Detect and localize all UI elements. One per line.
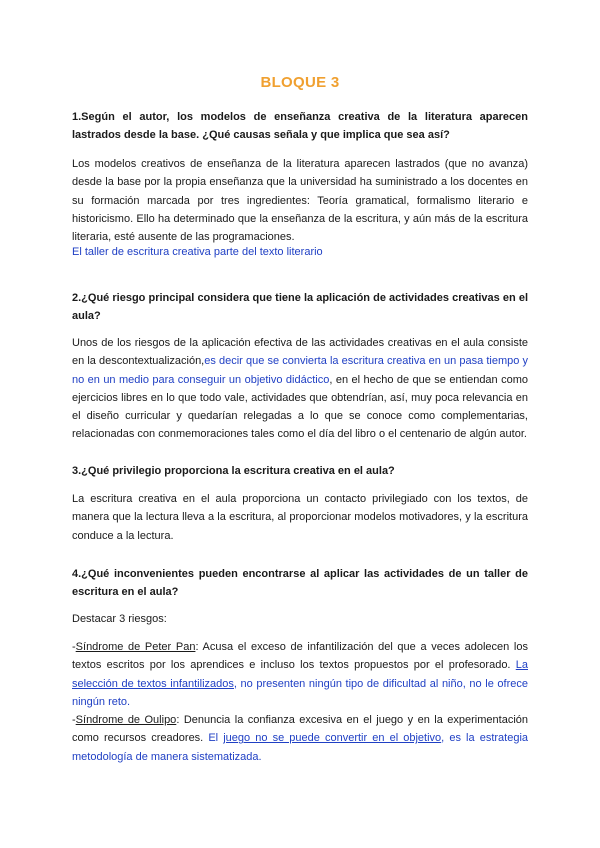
risk-item-1-text: : Acusa el exceso de infantilización del que a veces adolecen los textos escritos por los aprendices e incluso los textos propuestos por el profesorado. [72, 641, 528, 672]
risk-item-2-highlight-a: El [208, 732, 224, 745]
answer-1-note: El taller de escritura creativa parte del texto literario [72, 246, 323, 258]
block-title: BLOQUE 3 [260, 74, 340, 91]
answer-3: La escritura creativa en el aula proporciona un contacto privilegiado con los textos, de manera que la lectura lleva a la escritura, al proporcionar modelos motivadores, y la escritura conduce a la lectura. [72, 493, 528, 542]
risk-item-1-term: Síndrome de Peter Pan [75, 641, 196, 653]
answer-2-part-a: Unos de los riesgos de la aplicación efectiva de las actividades creativas en el aula consiste en la descontextualización, [72, 337, 528, 368]
question-2: 2.¿Qué riesgo principal considera que tiene la aplicación de actividades creativas en el aula? [72, 292, 528, 322]
risk-item-2-term: Síndrome de Oulipo [75, 714, 177, 726]
answer-4-intro: Destacar 3 riesgos: [72, 613, 167, 625]
risk-item-2-highlight-underlined: juego no se puede convertir en el objetivo [223, 732, 442, 745]
answer-2-highlight: es decir que se convierta la escritura creativa en un pasa tiempo y no en un medio para conseguir un objetivo didáctico [72, 355, 528, 386]
answer-2 [72, 334, 528, 444]
risk-item-1-dash: - [72, 641, 76, 653]
answer-2-part-b: , en el hecho de que se entiendan como ejercicios libres en lo que todo vale, actividades que obtendrían, así, muy poca relevancia en el diseño curricular y quedarían relegadas a lo que se conoce como complementarias, relacionadas con conmemoraciones tales como el día del libro o el centenario de algún autor. [72, 373, 528, 441]
risk-item-peter-pan [72, 638, 528, 711]
risk-item-1-highlight-underlined: La selección de textos infantilizados, [72, 659, 528, 690]
question-4: 4.¿Qué inconvenientes pueden encontrarse al aplicar las actividades de un taller de escritura en el aula? [72, 568, 528, 598]
risk-item-2-highlight-b: , es la estrategia metodología de manera sistematizada. [72, 732, 529, 763]
risk-item-1-highlight: no presenten ningún tipo de dificultad al niño, no le ofrece ningún reto. [72, 677, 528, 708]
answer-1: Los modelos creativos de enseñanza de la literatura aparecen lastrados (que no avanza) desde la base por la propia enseñanza que la universidad ha suministrado a los docentes en su formación marcada por tres ingredientes: Teoría gramatical, formalismo literario e historicismo. Ello ha determinado que la enseñanza de la escritura, y aún más de la escritura literaria, esté ausente de las programaciones. [72, 158, 528, 244]
risk-item-2-text: : Denuncia la confianza excesiva en el juego y en la experimentación como recursos creadores. [72, 714, 528, 745]
question-3: 3.¿Qué privilegio proporciona la escritura creativa en el aula? [72, 465, 395, 477]
risk-item-2-dash: - [72, 714, 76, 726]
risk-item-oulipo [72, 711, 528, 766]
question-1: 1.Según el autor, los modelos de enseñanza creativa de la literatura aparecen lastrados desde la base. ¿Qué causas señala y que implica que sea así? [72, 111, 528, 141]
